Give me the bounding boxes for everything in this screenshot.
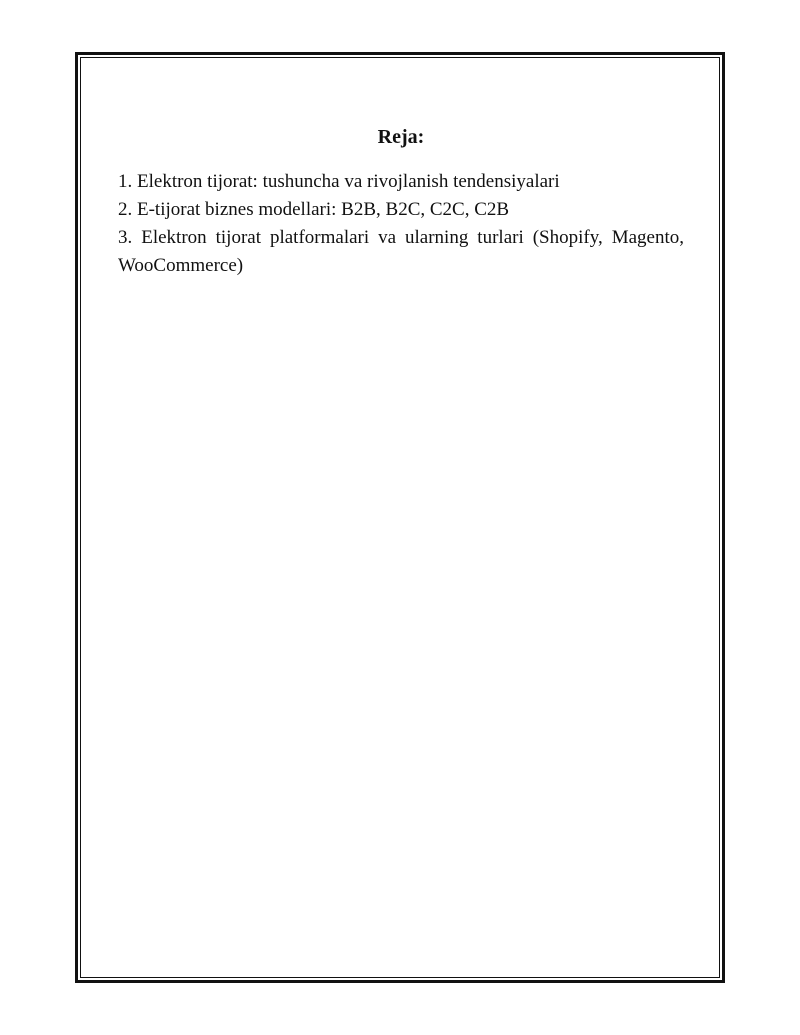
plan-item-2: 2. E-tijorat biznes modellari: B2B, B2C, C2C, C2B bbox=[118, 199, 510, 220]
document-content bbox=[118, 122, 684, 280]
plan-item-1: 1. Elektron tijorat: tushuncha va rivojlanish tendensiyalari bbox=[118, 171, 560, 192]
plan-title: Reja: bbox=[377, 126, 425, 148]
plan-item-3: 3. Elektron tijorat platformalari va ularning turlari (Shopify, Magento, WooCommerce) bbox=[118, 227, 684, 276]
